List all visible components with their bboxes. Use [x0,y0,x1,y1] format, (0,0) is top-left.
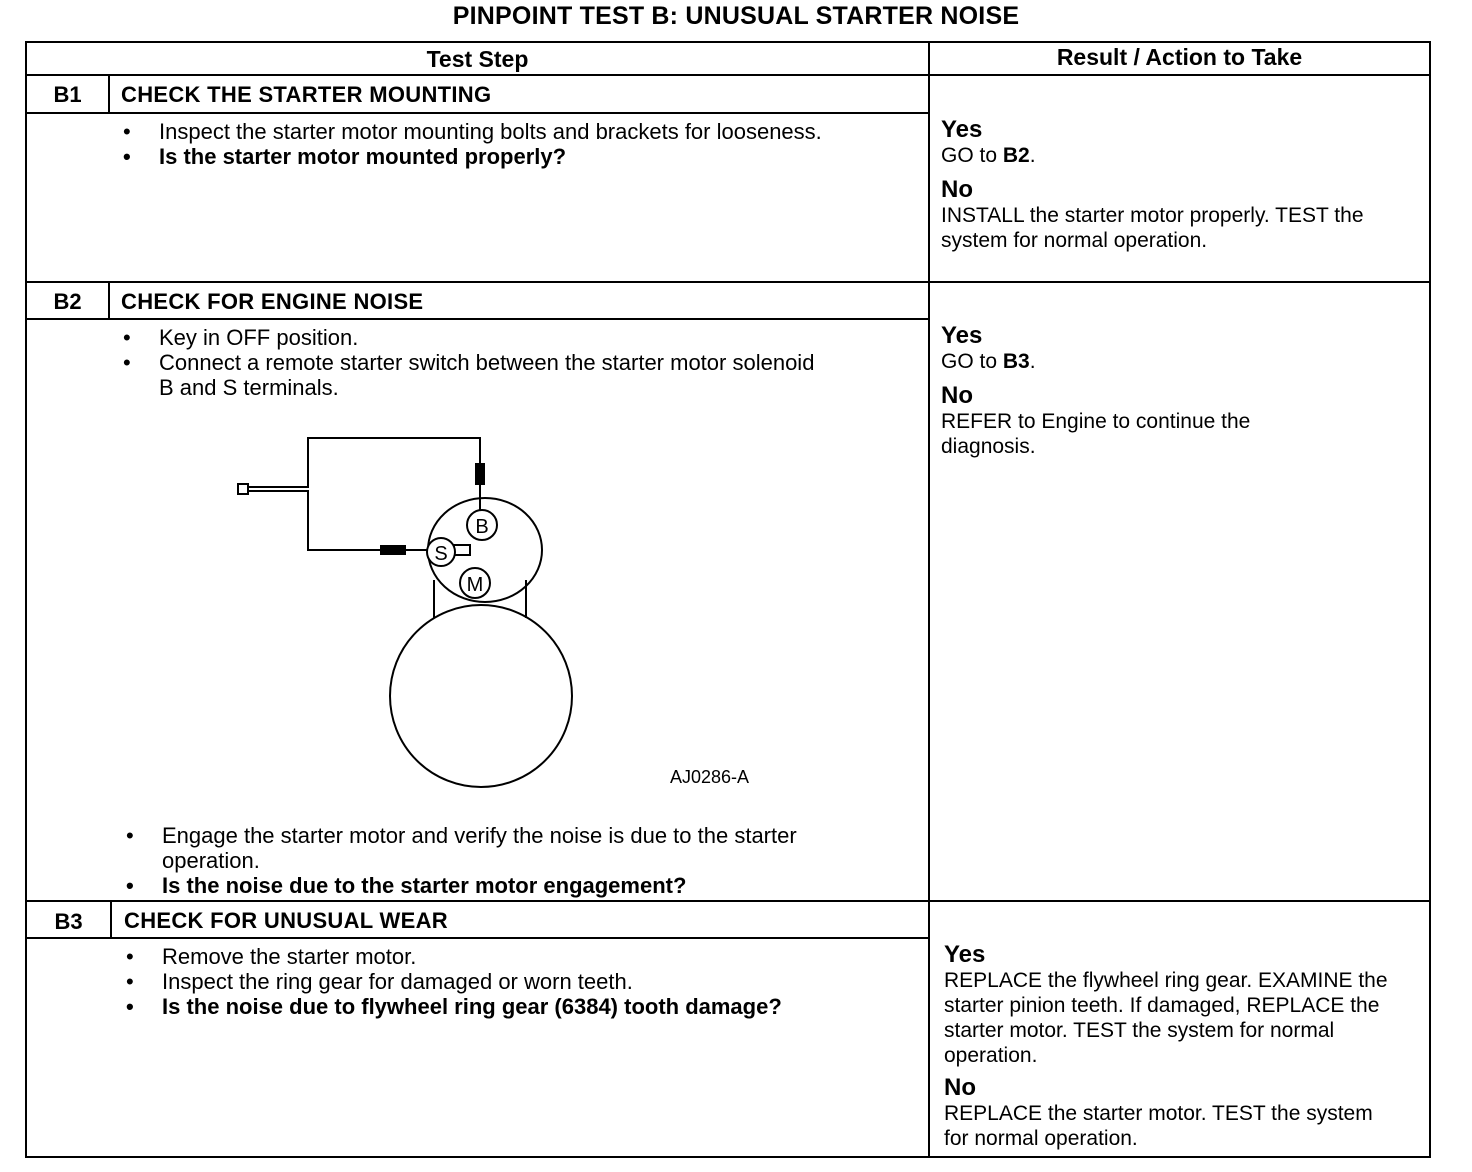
b3-id-divider [110,902,112,938]
step-title-b2: CHECK FOR ENGINE NOISE [121,289,424,314]
b1-result [941,112,1411,253]
b3-title-underline [25,937,930,939]
b1-row-divider [25,281,1431,283]
terminal-s-label: S [434,543,448,565]
step-id-b1: B1 [53,82,82,107]
b3-yes-action: REPLACE the flywheel ring gear. EXAMINE the starter pinion teeth. If damaged, REPLACE the starter motor. TEST the system for normal operation. [944,969,1388,1067]
b2-title-underline [25,318,928,320]
b1-yes-action: GO to B2. [941,144,1036,167]
b3-bullet-list [126,944,916,1019]
b1-id-divider [108,76,110,112]
column-divider [928,41,930,1158]
b2-bullet-3: • Engage the starter motor and verify the noise is due to the starter operation. [126,823,866,873]
b1-title-underline [25,112,928,114]
s-terminal-tab [454,545,470,555]
header-divider [25,74,1431,76]
b3-no-action: REPLACE the starter motor. TEST the system for normal operation. [944,1102,1373,1150]
s-terminal-plug [380,545,406,555]
b3-bullet-2: • Inspect the ring gear for damaged or worn teeth. [126,969,916,994]
b2-result [941,318,1411,459]
b3-result [944,937,1414,1151]
b2-bullet-list-after [126,823,866,898]
b1-bullet-list [123,119,863,169]
b2-no-label: No [941,382,973,409]
b2-question: • Is the noise due to the starter motor engagement? [126,873,866,898]
terminal-m-label: M [466,574,484,596]
b2-bullet-2: • Connect a remote starter switch between the starter motor solenoid B and S terminals. [123,350,833,400]
figure-code: AJ0286-A [670,767,750,787]
b2-row-divider [25,900,1431,902]
header-test-step: Test Step [426,46,529,72]
step-title-b1: CHECK THE STARTER MOUNTING [121,82,492,107]
starter-wiring-diagram [230,430,580,790]
step-id-b3: B3 [54,909,83,934]
lead-end-connector [238,484,248,494]
b2-yes-label: Yes [941,322,983,349]
b2-id-divider [108,283,110,319]
b1-question: • Is the starter motor mounted properly? [123,144,863,169]
remote-switch-lead-lower [244,491,380,550]
b3-question: • Is the noise due to flywheel ring gear (6384) tooth damage? [126,994,916,1019]
step-title-b3: CHECK FOR UNUSUAL WEAR [124,908,448,933]
b3-no-label: No [944,1074,976,1101]
page-title: PINPOINT TEST B: UNUSUAL STARTER NOISE [452,2,1020,30]
b1-no-label: No [941,176,973,203]
b1-yes-label: Yes [941,116,983,143]
b2-no-action: REFER to Engine to continue the diagnosis. [941,410,1251,458]
header-result-action: Result / Action to Take [1056,44,1303,70]
b2-bullet-list [123,325,833,400]
b3-bullet-1: • Remove the starter motor. [126,944,916,969]
b2-yes-action: GO to B3. [941,350,1036,373]
b1-bullet-1: • Inspect the starter motor mounting bolts and brackets for looseness. [123,119,863,144]
b3-yes-label: Yes [944,941,986,968]
remote-switch-lead [244,438,480,487]
b2-bullet-1: • Key in OFF position. [123,325,833,350]
terminal-b-label: B [475,516,489,538]
step-id-b2: B2 [53,289,82,314]
b1-no-action: INSTALL the starter motor properly. TEST the system for normal operation. [941,204,1364,252]
b-terminal-plug [475,463,485,485]
starter-motor-body [390,605,572,787]
